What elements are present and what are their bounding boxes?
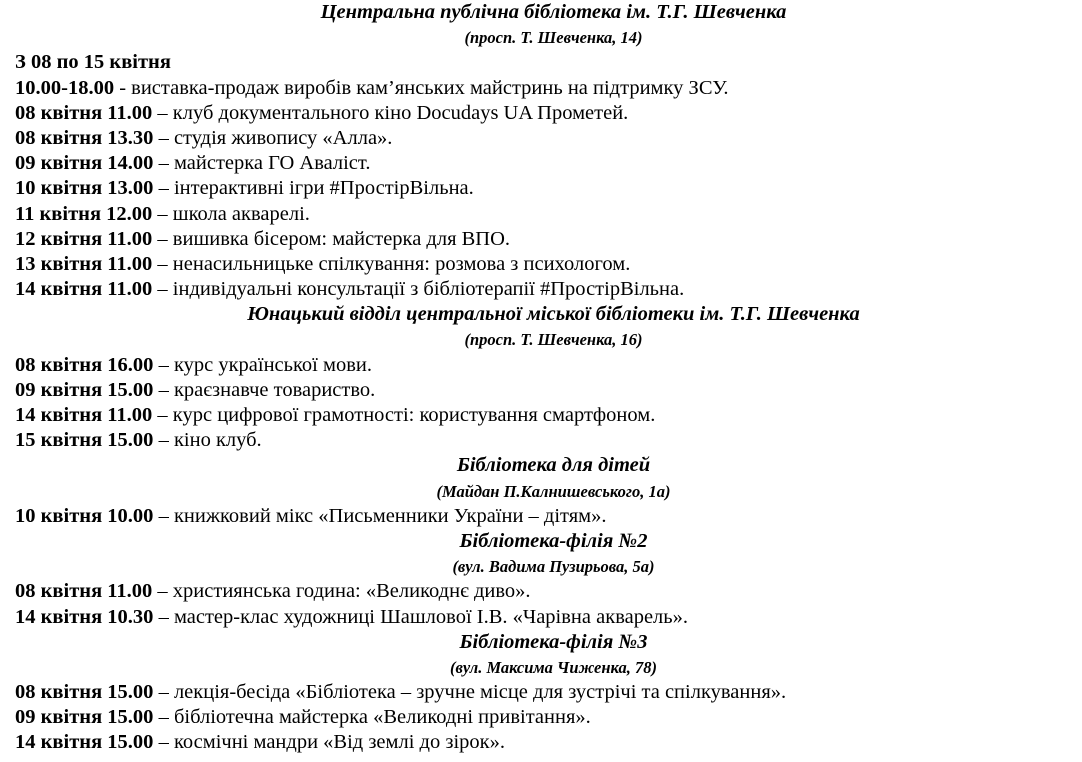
event-entry (15, 403, 1067, 428)
event-datetime: 14 квітня 11.00 (15, 404, 153, 426)
library-title: Юнацький відділ центральної міської бібліотеки ім. Т.Г. Шевченка (247, 303, 860, 326)
event-description: – майстерка ГО Аваліст. (153, 152, 371, 175)
library-section (15, 453, 1067, 529)
event-description: – ненасильницьке спілкування: розмова з психологом. (152, 252, 631, 275)
event-datetime: 14 квітня 10.30 (15, 605, 154, 628)
library-section (15, 630, 1067, 756)
event-description: – християнська година: «Великоднє диво». (152, 580, 531, 603)
event-description: – кіно клуб. (153, 429, 262, 452)
event-description: – курс цифрової грамотності: користування смартфоном. (152, 404, 656, 426)
event-datetime: 11 квітня 12.00 (15, 202, 153, 225)
event-entry (15, 101, 1067, 126)
library-title: Бібліотека для дітей (456, 454, 651, 477)
event-datetime: 08 квітня 15.00 (15, 681, 154, 704)
event-datetime: 10 квітня 13.00 (15, 177, 154, 200)
event-description: – індивідуальні консультації з бібліотерапії #ПростірВільна. (152, 278, 685, 301)
event-entry (15, 252, 1067, 277)
event-description: – вишивка бісером: майстерка для ВПО. (152, 227, 511, 250)
event-datetime: 08 квітня 11.00 (15, 101, 153, 124)
event-datetime: 10 квітня 10.00 (15, 504, 154, 527)
library-section (15, 302, 1067, 453)
event-datetime: 09 квітня 14.00 (15, 152, 154, 175)
event-description: – лекція-бесіда «Бібліотека – зручне місце для зустрічі та спілкування». (153, 681, 787, 704)
event-datetime: 09 квітня 15.00 (15, 706, 154, 729)
event-entry (15, 277, 1067, 302)
event-description: – інтерактивні ігри #ПростірВільна. (153, 177, 474, 200)
event-entry (15, 353, 1067, 378)
event-entry (15, 151, 1067, 176)
event-datetime: 09 квітня 15.00 (15, 378, 154, 401)
event-datetime: 13 квітня 11.00 (15, 252, 153, 275)
event-datetime: 08 квітня 11.00 (15, 580, 153, 603)
event-entry (15, 428, 1067, 453)
event-description: – космічні мандри «Від землі до зірок». (153, 731, 505, 754)
event-description: – школа акварелі. (152, 202, 310, 225)
event-datetime: 10.00-18.00 (15, 76, 115, 99)
date-range-text: З 08 по 15 квітня (15, 51, 171, 74)
event-datetime: 08 квітня 16.00 (15, 353, 154, 376)
date-range-heading (15, 50, 1067, 75)
event-datetime: 15 квітня 15.00 (15, 429, 154, 452)
library-title: Бібліотека-філія №3 (459, 630, 648, 653)
event-entry (15, 126, 1067, 151)
library-address: (просп. Т. Шевченка, 14) (464, 28, 643, 48)
event-entry (15, 202, 1067, 227)
event-entry (15, 76, 1067, 101)
library-title: Бібліотека-філія №2 (459, 529, 648, 552)
event-description: – студія живопису «Алла». (153, 126, 393, 149)
event-entry (15, 705, 1067, 730)
event-datetime: 14 квітня 15.00 (15, 731, 154, 754)
event-description: – курс української мови. (153, 353, 372, 376)
event-description: – книжковий мікс «Письменники України – дітям». (153, 504, 607, 527)
event-entry (15, 680, 1067, 705)
library-section (15, 0, 1067, 302)
event-entry (15, 176, 1067, 201)
event-entry (15, 730, 1067, 755)
event-datetime: 12 квітня 11.00 (15, 227, 153, 250)
library-section (15, 529, 1067, 630)
library-address: (вул. Вадима Пузирьова, 5а) (452, 557, 655, 577)
event-entry (15, 579, 1067, 604)
library-address: (Майдан П.Калнишевського, 1а) (436, 481, 671, 501)
event-description: – бібліотечна майстерка «Великодні привітання». (153, 706, 591, 729)
event-entry (15, 504, 1067, 529)
event-description: – клуб документального кіно Docudays UA Прометей. (152, 101, 629, 124)
event-datetime: 08 квітня 13.30 (15, 126, 154, 149)
library-address: (вул. Максима Чиженка, 78) (449, 657, 657, 677)
event-entry (15, 378, 1067, 403)
event-entry (15, 227, 1067, 252)
library-title: Центральна публічна бібліотека ім. Т.Г. Шевченка (320, 1, 787, 23)
event-entry (15, 605, 1067, 630)
event-description: - виставка-продаж виробів кам’янських майстринь на підтримку ЗСУ. (114, 76, 729, 99)
library-address: (просп. Т. Шевченка, 16) (464, 330, 643, 350)
event-description: – мастер-клас художниці Шашлової І.В. «Чарівна акварель». (153, 605, 688, 628)
event-datetime: 14 квітня 11.00 (15, 278, 153, 301)
event-description: – краєзнавче товариство. (153, 378, 376, 401)
